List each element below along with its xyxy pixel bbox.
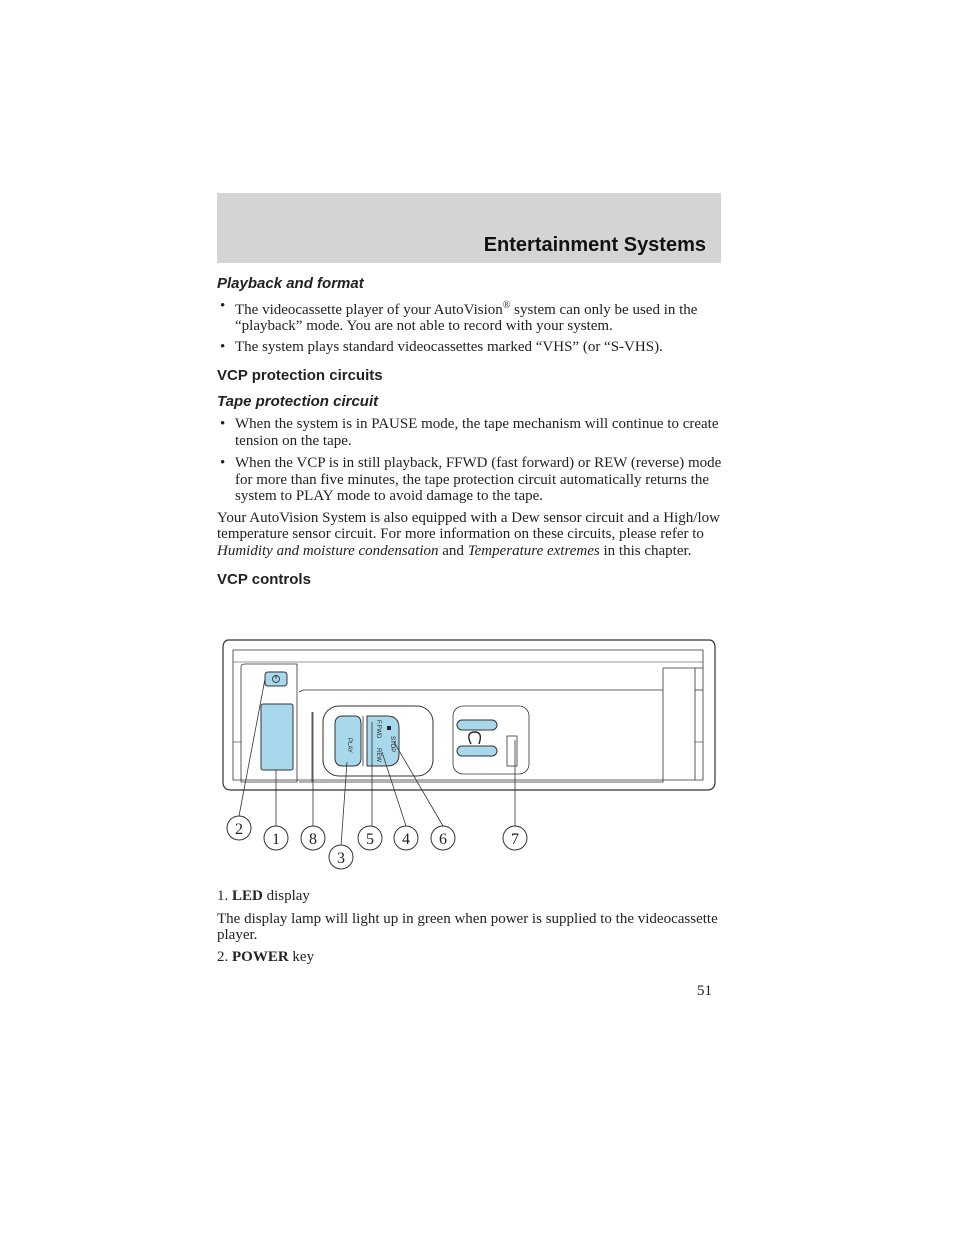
headphone-panel: [453, 706, 529, 774]
heading-vcp-controls: VCP controls: [217, 571, 311, 588]
callout-8: 8: [309, 831, 317, 848]
headphone-jack-upper: [457, 720, 497, 730]
playback-list: [217, 298, 722, 356]
tape-protection-list: [217, 416, 722, 505]
ffwd-label: F.FWD: [375, 720, 381, 739]
stop-icon: [387, 726, 391, 730]
items-section: [217, 888, 722, 965]
callout-2: 2: [235, 821, 243, 838]
vcp-diagram: [217, 632, 722, 877]
led-display: [261, 704, 293, 770]
item-1: 1. LED display: [217, 888, 310, 904]
callout-3: 3: [337, 850, 345, 867]
callout-7: 7: [511, 831, 519, 848]
link-temperature: Temperature extremes: [467, 542, 600, 559]
list-item: • When the system is in PAUSE mode, the tape mechanism will continue to create tension on the tape.: [217, 416, 722, 449]
heading-playback: Playback and format: [217, 275, 364, 292]
page-content: [217, 276, 722, 589]
callout-1: 1: [272, 831, 280, 848]
rew-label: REW: [375, 748, 381, 762]
callout-4: 4: [402, 831, 410, 848]
section-title: Entertainment Systems: [483, 234, 706, 256]
list-item: • When the VCP is in still playback, FFWD (fast forward) or REW (reverse) mode for more than five minutes, the tape protection circuit automatically returns the system to PLAY mode to avoid damage to the tape.: [217, 455, 722, 505]
headphone-jack-lower: [457, 746, 497, 756]
heading-tape-protection: Tape protection circuit: [217, 392, 379, 410]
headphone-icon: [469, 732, 481, 744]
list-item: • The videocassette player of your AutoVision® system can only be used in the “playback” mode. You are not able to record with your system.: [217, 298, 722, 335]
item-1-description: The display lamp will light up in green when power is supplied to the videocassette player.: [217, 910, 718, 943]
item-2: 2. POWER key: [217, 948, 315, 965]
sensor-paragraph: Your AutoVision System is also equipped with a Dew sensor circuit and a High/low temperature sensor circuit. For more information on these circuits, please refer to Humidity and moisture condensation and Temperature extremes in this chapter.: [217, 509, 720, 559]
page-number: 51: [697, 983, 712, 999]
header-band: [217, 193, 721, 263]
vcp-diagram-svg: [217, 632, 722, 877]
heading-vcp-protection: VCP protection circuits: [217, 367, 383, 384]
vcp-inner-frame: [233, 650, 703, 780]
play-label: PLAY: [346, 738, 352, 753]
callout-5: 5: [366, 831, 374, 848]
callout-6: 6: [439, 831, 447, 848]
stop-label: STOP: [389, 736, 395, 753]
list-item: • The system plays standard videocassettes marked “VHS” (or “S-VHS).: [217, 339, 722, 356]
link-humidity: Humidity and moisture condensation: [217, 542, 439, 559]
